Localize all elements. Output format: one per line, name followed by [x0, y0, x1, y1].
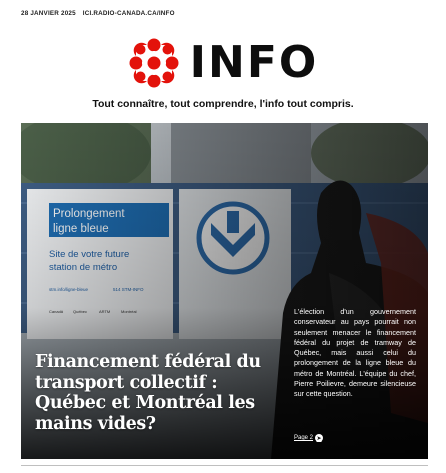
- issue-date: 28 JANVIER 2025: [21, 10, 76, 17]
- radio-canada-gem-icon: [128, 37, 180, 89]
- page-link-label[interactable]: Page 2: [294, 435, 314, 441]
- page-2-link[interactable]: [294, 434, 323, 442]
- site-url[interactable]: ICI.RADIO-CANADA.CA/INFO: [82, 10, 175, 17]
- arrow-right-circle-icon[interactable]: ➤: [316, 435, 322, 442]
- brand-wordmark: INFO: [189, 37, 319, 88]
- divider: [21, 465, 428, 466]
- hero-article[interactable]: [21, 123, 428, 459]
- article-summary: L'élection d'un gouvernement conservateur au pays pourrait non seulement menacer le financement fédéral du projet de tramway de Québec, mais aussi celui du prolongement de la ligne bleue du métro de Montréal. L'équipe du chef, Pierre Poilievre, demeure silencieuse sur cette question.: [294, 307, 416, 399]
- tagline: Tout connaître, tout comprendre, l'info tout compris.: [92, 98, 354, 110]
- masthead-dateline: [21, 10, 175, 17]
- article-headline[interactable]: Financement fédéral du transport collectif : Québec et Montréal les mains vides?: [35, 352, 261, 434]
- brand-header: [0, 36, 446, 90]
